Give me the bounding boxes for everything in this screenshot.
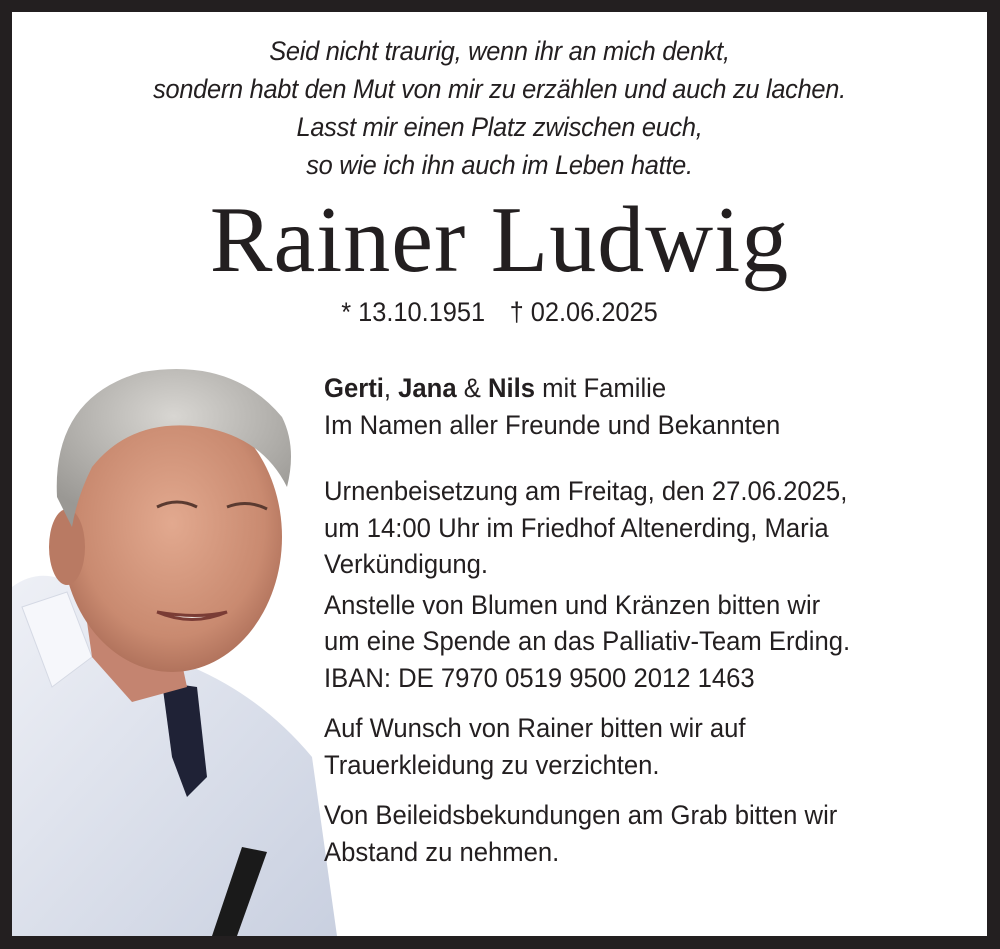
portrait-photo (12, 357, 337, 936)
dress-info (324, 710, 951, 783)
poem (41, 32, 958, 184)
mourners-subline: Im Namen aller Freunde und Bekannten (324, 409, 781, 440)
poem-line: so wie ich ihn auch im Leben hatte. (306, 150, 693, 180)
mourner-name: Gerti (324, 373, 384, 403)
funeral-info (324, 473, 951, 583)
notice-text (324, 370, 951, 870)
dress-line: Trauerkleidung zu verzichten. (324, 749, 660, 780)
birth-date: * 13.10.1951 (341, 297, 486, 327)
condolence-line: Abstand zu nehmen. (324, 836, 560, 867)
death-date: † 02.06.2025 (509, 297, 658, 327)
condolence-line: Von Beileidsbekundungen am Grab bitten wir (324, 800, 838, 830)
mourners-line (324, 370, 951, 407)
condolence-info (324, 797, 951, 870)
deceased-name: Rainer Ludwig (209, 188, 790, 292)
poem-line: sondern habt den Mut von mir zu erzählen und auch zu lachen. (153, 74, 846, 104)
mourner-name: Jana (398, 373, 457, 403)
funeral-line: Verkündigung. (324, 549, 489, 579)
donation-line: Anstelle von Blumen und Kränzen bitten wir (324, 589, 821, 620)
obituary-notice (12, 12, 987, 936)
funeral-line: Urnenbeisetzung am Freitag, den 27.06.2025, (324, 476, 848, 506)
dress-line: Auf Wunsch von Rainer bitten wir auf (324, 713, 746, 743)
life-dates (41, 296, 958, 328)
separator: , (383, 373, 399, 403)
donation-line: um eine Spende an das Palliativ-Team Erding. (324, 626, 851, 656)
funeral-line: um 14:00 Uhr im Friedhof Altenerding, Maria (324, 512, 829, 543)
iban: IBAN: DE 7970 0519 9500 2012 1463 (324, 662, 755, 693)
separator: & (456, 373, 488, 403)
mourner-name: Nils (487, 373, 536, 403)
poem-line: Seid nicht traurig, wenn ihr an mich denkt, (269, 36, 730, 66)
poem-line: Lasst mir einen Platz zwischen euch, (296, 112, 703, 142)
donation-info (324, 587, 951, 697)
mourners-suffix: mit Familie (535, 373, 667, 403)
